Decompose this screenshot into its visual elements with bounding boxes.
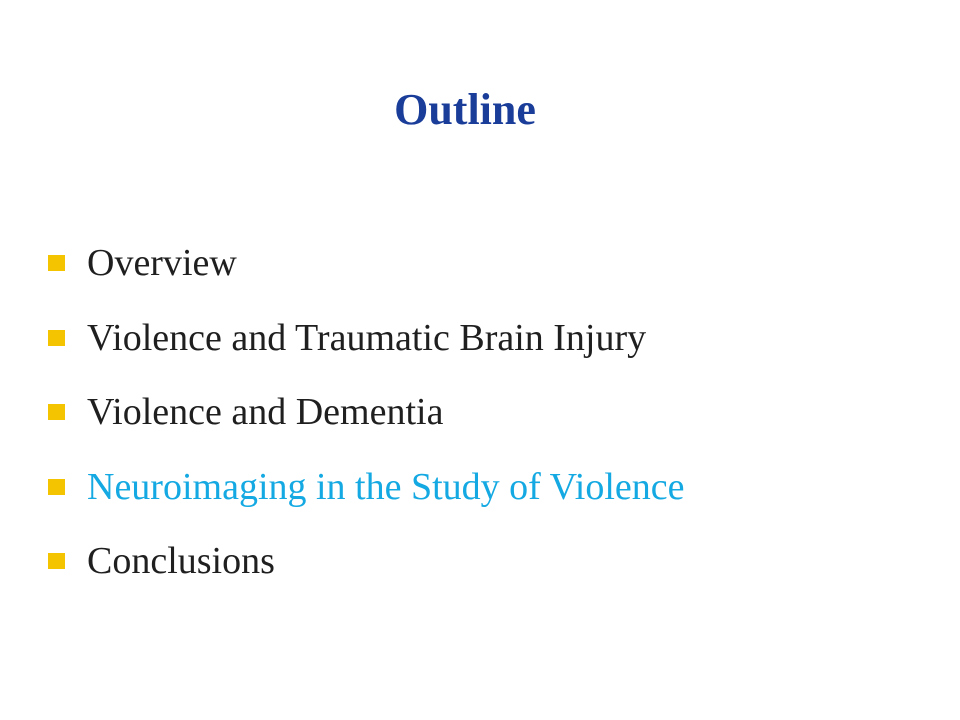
bullet-label: Overview bbox=[87, 242, 237, 285]
bullet-label: Violence and Dementia bbox=[87, 391, 444, 434]
bullet-item-neuroimaging bbox=[48, 450, 685, 525]
bullet-item-violence-tbi bbox=[48, 301, 685, 376]
bullet-list bbox=[48, 226, 685, 599]
square-bullet-icon bbox=[48, 255, 65, 271]
bullet-item-violence-dementia bbox=[48, 375, 685, 450]
square-bullet-icon bbox=[48, 553, 65, 569]
slide-title: Outline bbox=[394, 85, 536, 134]
square-bullet-icon bbox=[48, 479, 65, 495]
bullet-label: Conclusions bbox=[87, 540, 275, 583]
square-bullet-icon bbox=[48, 330, 65, 346]
bullet-item-overview bbox=[48, 226, 685, 301]
bullet-item-conclusions bbox=[48, 524, 685, 599]
bullet-label-highlighted: Neuroimaging in the Study of Violence bbox=[87, 465, 685, 508]
square-bullet-icon bbox=[48, 404, 65, 420]
bullet-label: Violence and Traumatic Brain Injury bbox=[87, 316, 647, 359]
